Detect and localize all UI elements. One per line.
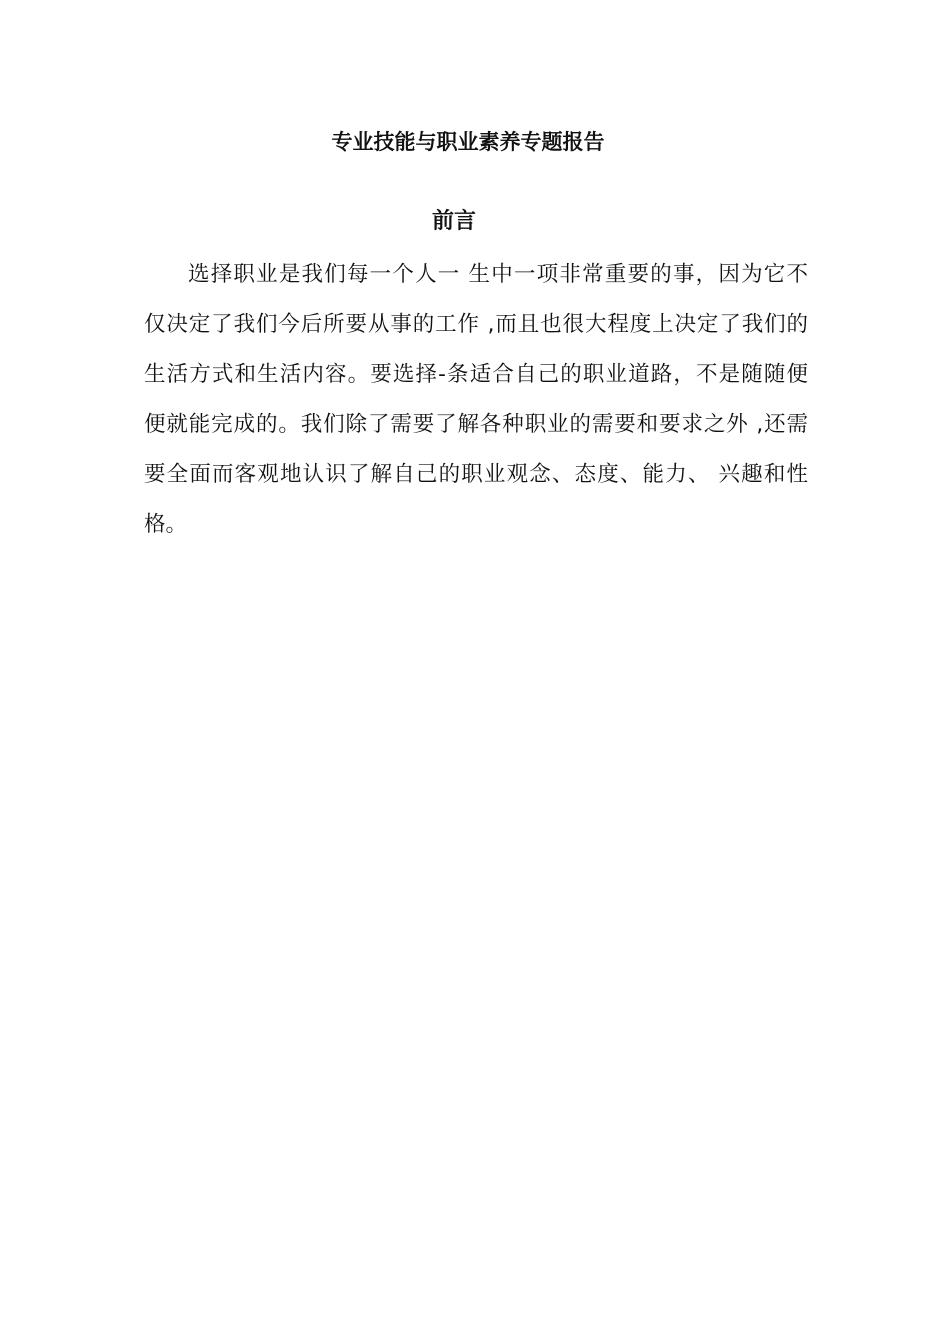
section-heading: 前言 — [431, 209, 476, 234]
paragraph-line: 选择职业是我们每一个人一 生中一项非常重要的事，因为它不 — [188, 262, 808, 287]
document-title: 专业技能与职业素养专题报告 — [331, 130, 605, 154]
paragraph-line: 仅决定了我们今后所要从事的工作 ,而且也很大程度上决定了我们的 — [144, 312, 808, 337]
paragraph-line: 便就能完成的。我们除了需要了解各种职业的需要和要求之外 ,还需 — [144, 412, 808, 437]
paragraph-line: 格。 — [144, 512, 188, 537]
paragraph-line: 生活方式和生活内容。要选择-条适合自己的职业道路，不是随随便 — [144, 362, 808, 387]
paragraph-line: 要全面而客观地认识了解自己的职业观念、态度、能力、 兴趣和性 — [144, 462, 808, 487]
body-paragraph — [144, 250, 808, 550]
